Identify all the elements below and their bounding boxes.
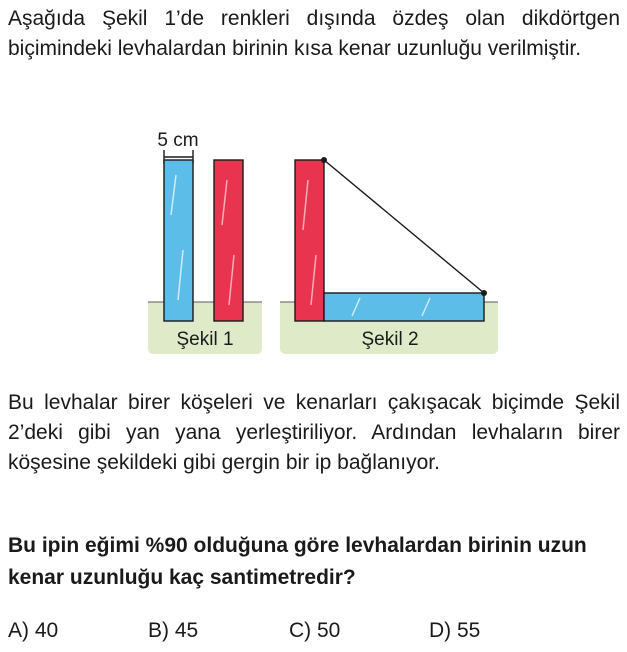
question-text: Bu ipin eğimi %90 olduğuna göre levhalardan birinin uzun kenar uzunluğu kaç santimetredir? [8, 534, 587, 589]
option-a[interactable]: A) 40 [8, 619, 59, 642]
body-text: Bu levhalar birer köşeleri ve kenarları çakışacak biçimde Şekil 2’deki gibi yan yana yerleştiriliyor. Ardından levhaların birer köşesine şekildeki gibi gergin bir ip bağlanıyor. [8, 391, 620, 474]
red-plate-standing [295, 160, 324, 321]
blue-plate-lying [324, 293, 484, 321]
rope-knot-bottom [481, 290, 487, 296]
rope [324, 160, 484, 293]
option-d[interactable]: D) 55 [429, 619, 481, 642]
caption-figure-1: Şekil 1 [176, 329, 234, 350]
red-plate-upright [214, 160, 243, 321]
option-b[interactable]: B) 45 [148, 619, 199, 642]
caption-figure-2: Şekil 2 [361, 329, 419, 350]
rope-knot-top [321, 157, 327, 163]
option-c[interactable]: C) 50 [289, 619, 341, 642]
intro-text: Aşağıda Şekil 1’de renkleri dışında özdeş olan dikdörtgen biçimindeki levhalardan birinin kısa kenar uzunluğu verilmiştir. [8, 7, 620, 60]
width-label: 5 cm [157, 130, 199, 151]
